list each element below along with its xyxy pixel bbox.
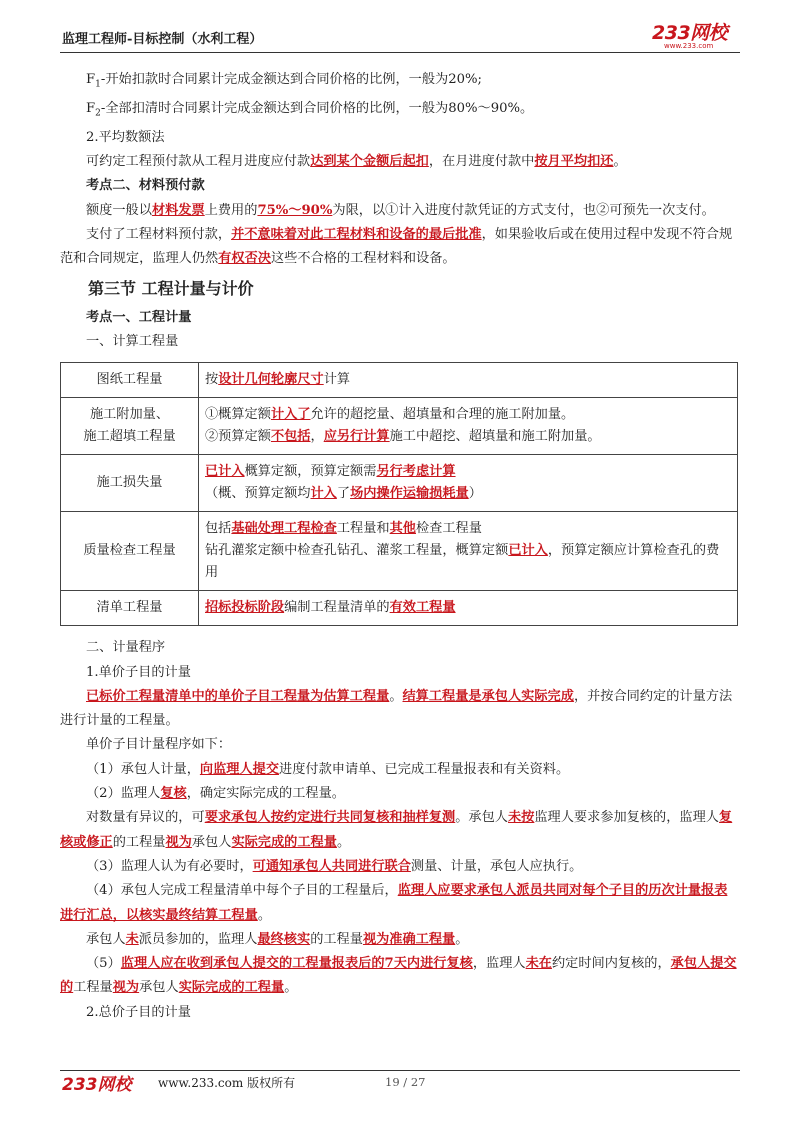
row-label: 施工损失量 (61, 455, 199, 512)
page-number: 19 / 27 (385, 1075, 426, 1089)
header-title: 监理工程师-目标控制（水利工程） (62, 32, 263, 47)
lump-sum-title: 2.总价子目的计量 (86, 1004, 191, 1020)
sub1-title: 一、计算工程量 (86, 333, 179, 349)
row-content: 招标投标阶段编制工程量清单的有效工程量 (199, 591, 738, 626)
kd2-title: 考点二、材料预付款 (86, 178, 205, 194)
row-content: 已计入概算定额，预算定额需另行考虑计算 （概、预算定额均计入了场内操作运输损耗量） (199, 455, 738, 512)
brand-logo[interactable] (652, 18, 742, 52)
table-row (61, 363, 738, 398)
logo-site: www.233.com (664, 42, 714, 50)
row-label: 施工附加量、 施工超填工程量 (61, 398, 199, 455)
f1-line: $F_1-$开始扣款时合同累计完成金额达到合同价格的比例，一般为20%; (86, 72, 482, 90)
step-2-dispute: 对数量有异议的，可要求承包人按约定进行共同复核和抽样复测。承包人未按监理人要求参加复核的，监理人复核或修正的工程量视为承包人实际完成的工程量。 (60, 810, 733, 850)
table-row (61, 398, 738, 455)
unit-price-para: 已标价工程量清单中的单价子目工程量为估算工程量。结算工程量是承包人实际完成，并按合同约定的计量方法进行计量的工程量。 (60, 688, 733, 729)
step-4: （4）承包人完成工程量清单中每个子目的工程量后，监理人应要求承包人派员共同对每个子目的历次计量报表进行汇总，以核实最终结算工程量。 (60, 883, 728, 923)
sub2-title: 二、计量程序 (86, 640, 166, 656)
table-row (61, 591, 738, 626)
logo-text: 233网校 (652, 22, 728, 44)
avg-method-para: 可约定工程预付款从工程月进度应付款达到某个金额后起扣，在月进度付款中按月平均扣还。 (86, 154, 627, 170)
step-4-note: 承包人未派员参加的，监理人最终核实的工程量视为准确工程量。 (86, 931, 469, 947)
quantity-table (60, 362, 738, 626)
table-row (61, 455, 738, 512)
step-1: （1）承包人计量，向监理人提交进度付款申请单、已完成工程量报表和有关资料。 (86, 761, 570, 777)
row-label: 质量检查工程量 (61, 512, 199, 591)
step-2: （2）监理人复核，确定实际完成的工程量。 (86, 786, 345, 802)
steps-intro: 单价子目计量程序如下： (86, 737, 232, 753)
row-label: 图纸工程量 (61, 363, 199, 398)
avg-method-title: 2.平均数额法 (86, 129, 165, 145)
row-content: 按设计几何轮廓尺寸计算 (199, 363, 738, 398)
unit-price-title: 1.单价子目的计量 (86, 664, 191, 680)
footer-copyright: www.233.com 版权所有 (158, 1076, 296, 1090)
f2-line: $F_2-$全部扣清时合同累计完成金额达到合同价格的比例，一般为80%～90%。 (86, 100, 534, 119)
document-body (60, 68, 740, 1025)
material-para-1: 额度一般以材料发票上费用的75%～90%为限，以①计入进度付款凭证的方式支付，也②可预先一次支付。 (86, 202, 715, 218)
row-content: ①概算定额计入了允许的超挖量、超填量和合理的施工附加量。 ②预算定额不包括，应另行计算施工中超挖、超填量和施工附加量。 (199, 398, 738, 455)
step-5: （5）监理人应在收到承包人提交的工程量报表后的7天内进行复核，监理人未在约定时间内复核的，承包人提交的工程量视为承包人实际完成的工程量。 (60, 956, 737, 996)
header-rule (60, 52, 740, 53)
footer-rule (60, 1070, 740, 1071)
footer-logo[interactable]: 233网校 (62, 1075, 132, 1095)
step-3: （3）监理人认为有必要时，可通知承包人共同进行联合测量、计量，承包人应执行。 (86, 858, 583, 874)
row-label: 清单工程量 (61, 591, 199, 626)
section-3-title: 第三节 工程计量与计价 (88, 278, 254, 298)
row-content: 包括基础处理工程检查工程量和其他检查工程量 钻孔灌浆定额中检查孔钻孔、灌浆工程量，概算定额已计入，预算定额应计算检查孔的费用 (199, 512, 738, 591)
kd1-title: 考点一、工程计量 (86, 309, 192, 325)
table-row (61, 512, 738, 591)
material-para-2: 支付了工程材料预付款，并不意味着对此工程材料和设备的最后批准，如果验收后或在使用过程中发现不符合规范和合同规定，监理人仍然有权否决这些不合格的工程材料和设备。 (60, 227, 733, 267)
